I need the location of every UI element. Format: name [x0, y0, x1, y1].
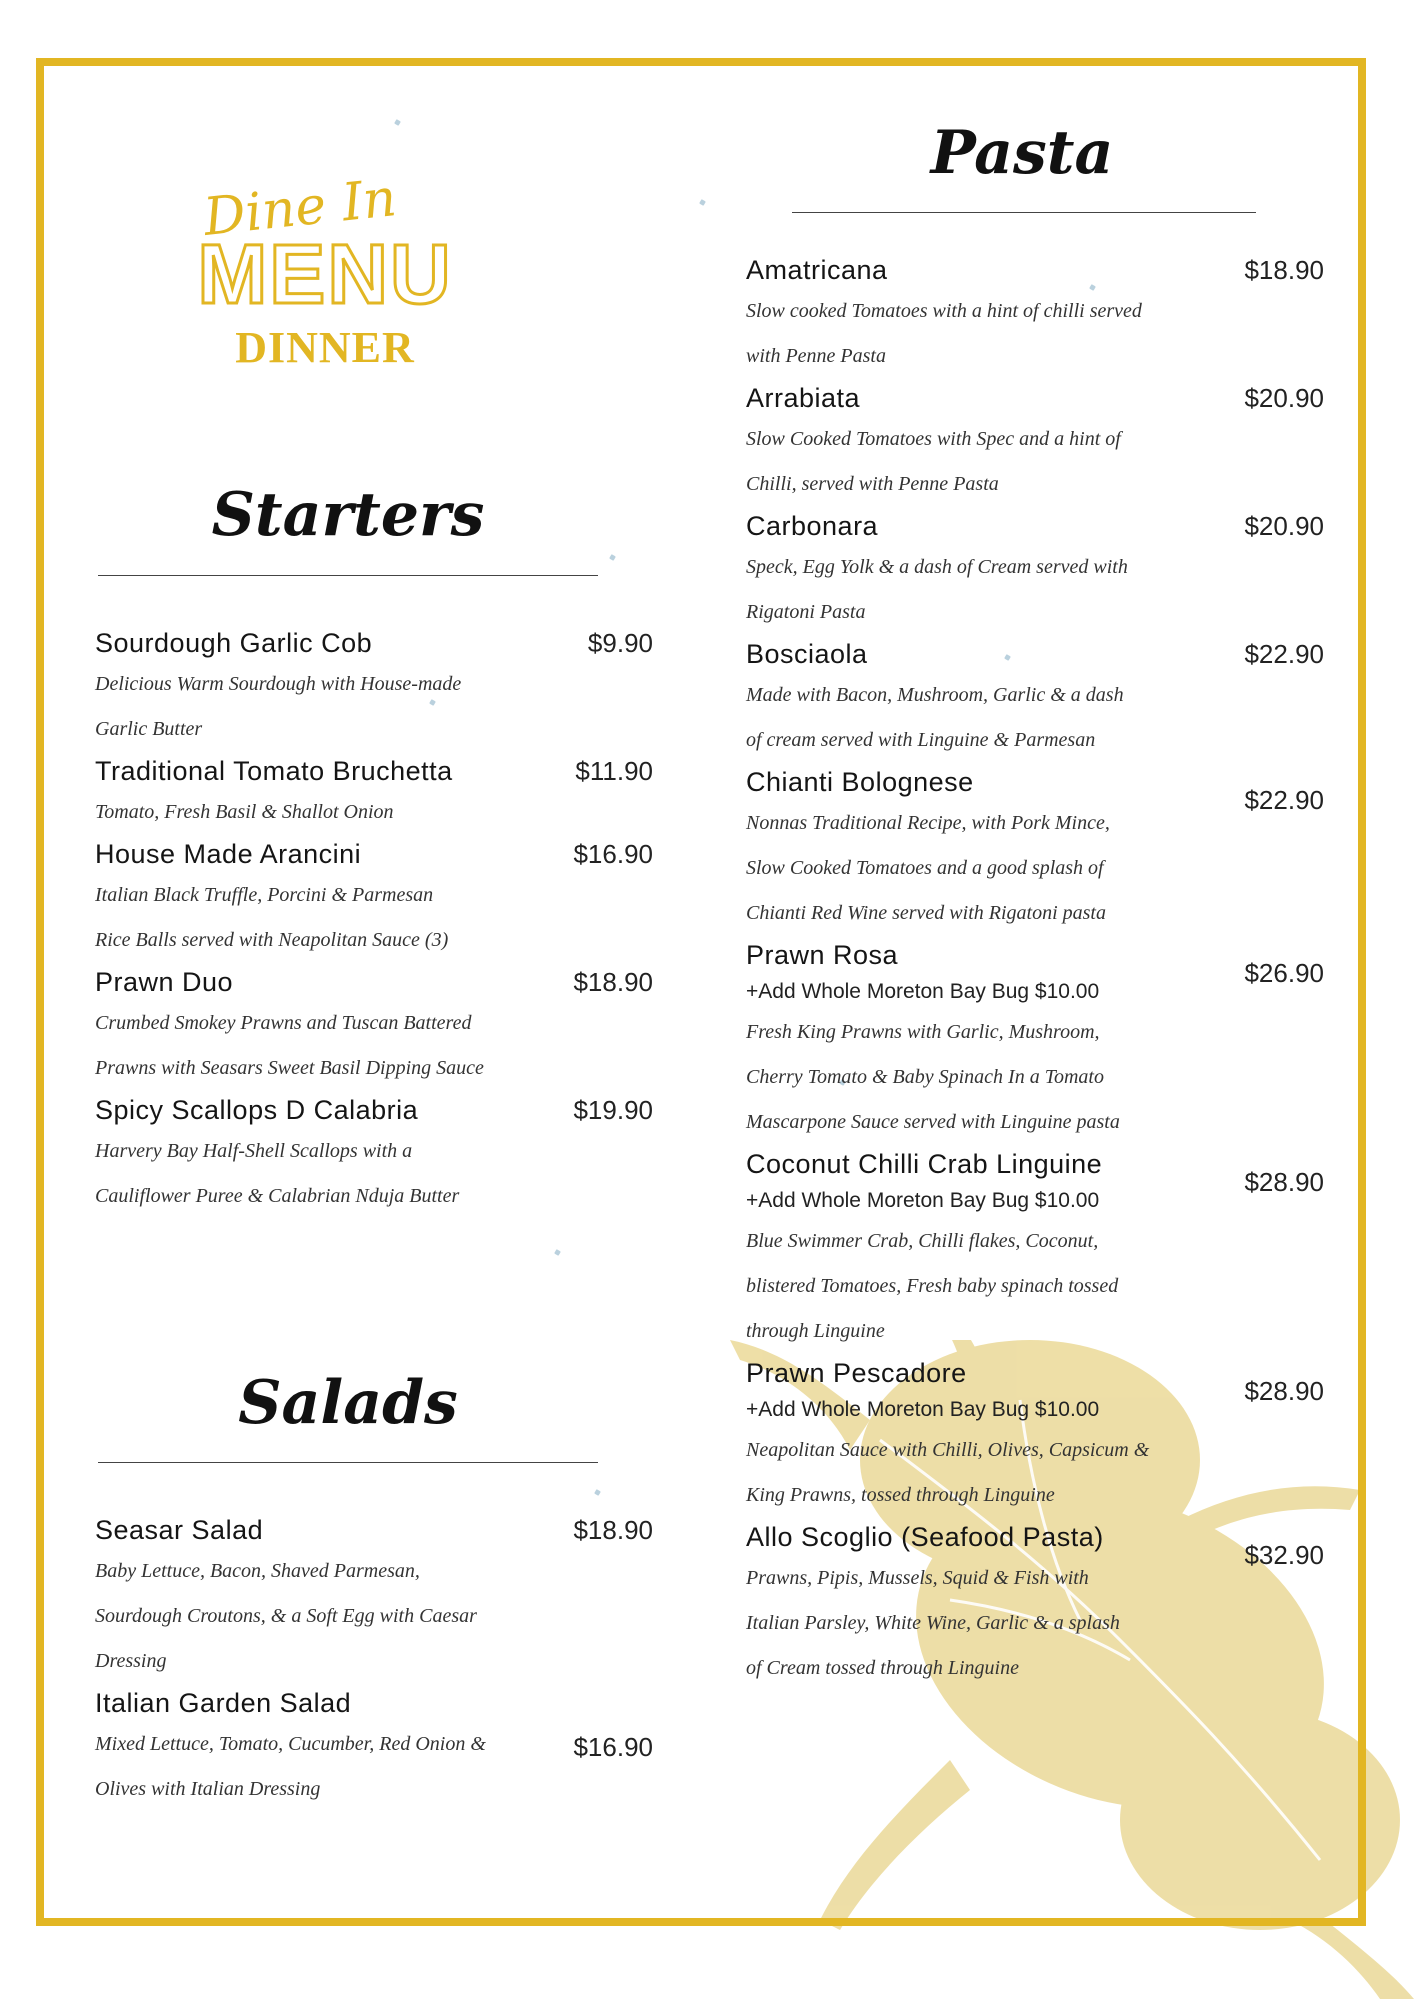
menu-item-description: Italian Black Truffle, Porcini & Parmesan	[95, 884, 434, 906]
menu-item-price: $16.90	[573, 1732, 653, 1762]
menu-item	[95, 752, 653, 835]
menu-item-description: Sourdough Croutons, & a Soft Egg with Caesar	[95, 1605, 477, 1627]
menu-item-price: $9.90	[587, 628, 653, 658]
menu-item-name: House Made Arancini	[95, 839, 362, 869]
menu-item-name: Coconut Chilli Crab Linguine	[746, 1149, 1103, 1179]
menu-item-description: Slow Cooked Tomatoes with Spec and a hint of	[746, 428, 1121, 450]
menu-item-description: Cauliflower Puree & Calabrian Nduja Butter	[95, 1185, 460, 1207]
menu-item-description: through Linguine	[746, 1320, 885, 1342]
menu-item	[746, 507, 1324, 635]
pasta-list	[746, 251, 1324, 1691]
menu-item-description: with Penne Pasta	[746, 345, 886, 367]
menu-item-description: Mascarpone Sauce served with Linguine pasta	[746, 1111, 1120, 1133]
menu-item-name: Bosciaola	[746, 639, 868, 669]
menu-item-name: Chianti Bolognese	[746, 767, 974, 797]
menu-item	[746, 251, 1324, 379]
menu-item-price: $18.90	[1244, 255, 1324, 285]
menu-item	[746, 936, 1324, 1145]
menu-item-price: $20.90	[1244, 383, 1324, 413]
menu-item-description: Slow Cooked Tomatoes and a good splash of	[746, 857, 1104, 879]
salads-list	[95, 1511, 653, 1812]
menu-item-description: Rice Balls served with Neapolitan Sauce (3)	[95, 929, 449, 951]
menu-item-name: Prawn Duo	[95, 967, 234, 997]
menu-item-name: Prawn Rosa	[746, 940, 899, 970]
menu-item-price: $26.90	[1244, 958, 1324, 988]
menu-item-description: Dressing	[95, 1650, 167, 1672]
menu-item-name: Allo Scoglio (Seafood Pasta)	[746, 1522, 1104, 1552]
menu-item	[746, 763, 1324, 936]
brand-menu: MENU	[197, 227, 453, 321]
menu-item-name: Spicy Scallops D Calabria	[95, 1095, 419, 1125]
menu-item-description: Delicious Warm Sourdough with House-made	[95, 673, 462, 695]
menu-item	[95, 835, 653, 963]
menu-item-price: $22.90	[1244, 785, 1324, 815]
menu-item-description: Rigatoni Pasta	[746, 601, 866, 623]
brand-dine-in: Dine In	[200, 168, 400, 248]
menu-item-name: Traditional Tomato Bruchetta	[95, 756, 453, 786]
menu-item	[746, 379, 1324, 507]
starters-title: Starters	[211, 480, 485, 550]
menu-item-description: Made with Bacon, Mushroom, Garlic & a dash	[746, 684, 1124, 706]
menu-item-name: Amatricana	[746, 255, 888, 285]
pasta-title: Pasta	[930, 118, 1114, 188]
menu-item-description: blistered Tomatoes, Fresh baby spinach tossed	[746, 1275, 1119, 1297]
menu-item-name: Prawn Pescadore	[746, 1358, 967, 1388]
menu-item-price: $18.90	[573, 967, 653, 997]
menu-item-description: Prawns with Seasars Sweet Basil Dipping Sauce	[95, 1057, 484, 1079]
menu-item-price: $18.90	[573, 1515, 653, 1545]
menu-item	[746, 1518, 1324, 1691]
menu-item	[746, 635, 1324, 763]
menu-item-description: Olives with Italian Dressing	[95, 1778, 321, 1800]
menu-item-description: Fresh King Prawns with Garlic, Mushroom,	[746, 1021, 1100, 1043]
menu-item-name: Seasar Salad	[95, 1515, 264, 1545]
menu-item	[95, 1684, 653, 1812]
menu-item-description: Chilli, served with Penne Pasta	[746, 473, 999, 495]
menu-item-description: Blue Swimmer Crab, Chilli flakes, Coconut,	[746, 1230, 1099, 1252]
menu-item-price: $20.90	[1244, 511, 1324, 541]
menu-item-description: Slow cooked Tomatoes with a hint of chilli served	[746, 300, 1142, 322]
menu-item-name: Italian Garden Salad	[95, 1688, 352, 1718]
menu-item-addon: +Add Whole Moreton Bay Bug $10.00	[746, 980, 1100, 1003]
menu-item	[746, 1145, 1324, 1354]
menu-item-price: $28.90	[1244, 1167, 1324, 1197]
menu-item-price: $28.90	[1244, 1376, 1324, 1406]
brand-logo	[190, 168, 460, 378]
brand-dinner: DINNER	[235, 323, 415, 372]
menu-item	[95, 1091, 653, 1219]
menu-item-description: Neapolitan Sauce with Chilli, Olives, Capsicum &	[746, 1439, 1150, 1461]
menu-item-name: Arrabiata	[746, 383, 861, 413]
menu-item-price: $32.90	[1244, 1540, 1324, 1570]
menu-item-description: of Cream tossed through Linguine	[746, 1657, 1019, 1679]
starters-divider	[98, 575, 598, 576]
salads-title: Salads	[238, 1368, 458, 1438]
menu-item	[95, 963, 653, 1091]
menu-item-description: Prawns, Pipis, Mussels, Squid & Fish with	[746, 1567, 1089, 1589]
salads-divider	[98, 1462, 598, 1463]
menu-item-price: $22.90	[1244, 639, 1324, 669]
menu-item-description: Harvery Bay Half-Shell Scallops with a	[95, 1140, 413, 1162]
menu-item-description: King Prawns, tossed through Linguine	[746, 1484, 1055, 1506]
menu-item-description: Cherry Tomato & Baby Spinach In a Tomato	[746, 1066, 1104, 1088]
menu-item-description: Chianti Red Wine served with Rigatoni pasta	[746, 902, 1106, 924]
menu-item-price: $16.90	[573, 839, 653, 869]
menu-item-description: Crumbed Smokey Prawns and Tuscan Battered	[95, 1012, 472, 1034]
menu-item-addon: +Add Whole Moreton Bay Bug $10.00	[746, 1398, 1100, 1421]
menu-item-description: Speck, Egg Yolk & a dash of Cream served with	[746, 556, 1128, 578]
menu-item-description: Nonnas Traditional Recipe, with Pork Mince,	[746, 812, 1110, 834]
menu-item-description: Garlic Butter	[95, 718, 203, 740]
menu-item-addon: +Add Whole Moreton Bay Bug $10.00	[746, 1189, 1100, 1212]
menu-item-price: $19.90	[573, 1095, 653, 1125]
menu-item	[746, 1354, 1324, 1518]
starters-list	[95, 624, 653, 1219]
menu-item-description: Baby Lettuce, Bacon, Shaved Parmesan,	[95, 1560, 420, 1582]
menu-item-description: Mixed Lettuce, Tomato, Cucumber, Red Onion &	[95, 1733, 486, 1755]
menu-item-name: Sourdough Garlic Cob	[95, 628, 373, 658]
menu-item	[95, 1511, 653, 1684]
menu-item-description: Italian Parsley, White Wine, Garlic & a splash	[746, 1612, 1120, 1634]
menu-item-description: Tomato, Fresh Basil & Shallot Onion	[95, 801, 394, 823]
pasta-divider	[792, 212, 1256, 213]
menu-item-description: of cream served with Linguine & Parmesan	[746, 729, 1096, 751]
menu-item-price: $11.90	[575, 756, 653, 786]
menu-item-name: Carbonara	[746, 511, 879, 541]
menu-item	[95, 624, 653, 752]
